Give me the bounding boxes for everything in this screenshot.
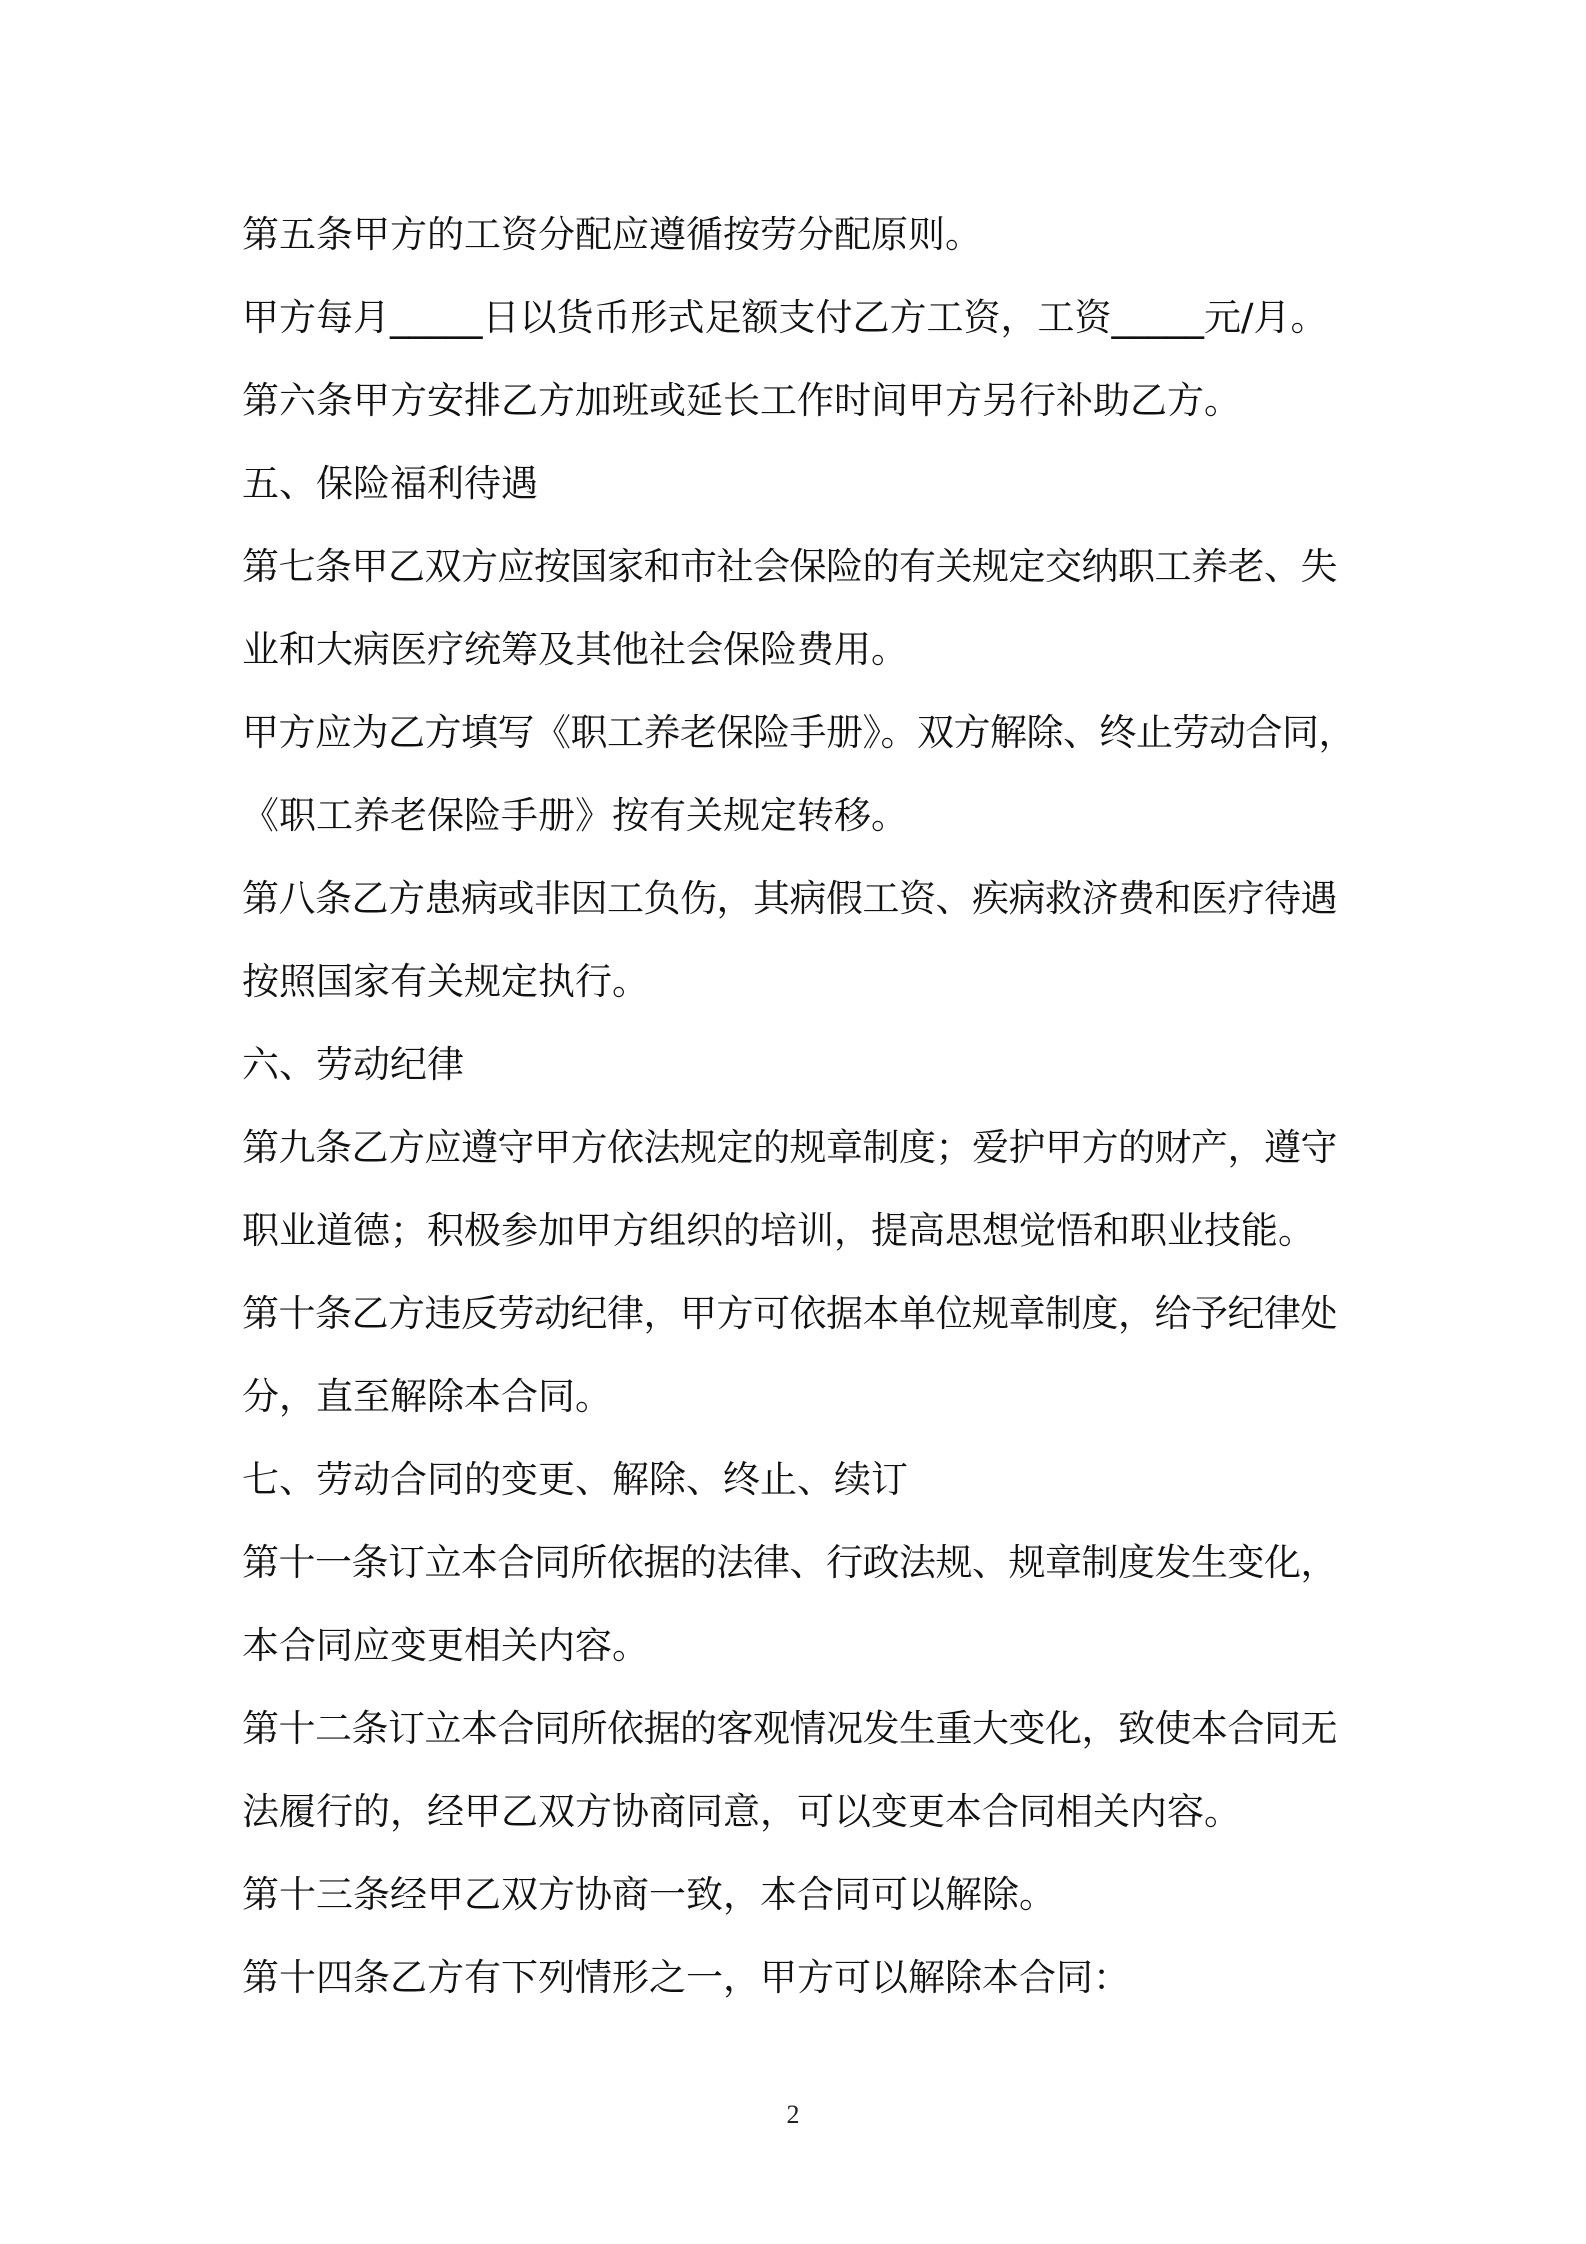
text-line: 第十一条订立本合同所依据的法律、行政法规、规章制度发生变化， <box>242 1541 1337 1584</box>
text-line: 第九条乙方应遵守甲方依法规定的规章制度；爱护甲方的财产，遵守 <box>242 1126 1337 1169</box>
text-line: 第六条甲方安排乙方加班或延长工作时间甲方另行补助乙方。 <box>242 379 1241 422</box>
section-heading: 六、劳动纪律 <box>242 1043 464 1086</box>
text-line: 甲方每月_____日以货币形式足额支付乙方工资，工资_____元/月。 <box>242 296 1328 339</box>
text-line: 第十四条乙方有下列情形之一，甲方可以解除本合同： <box>242 1956 1130 1999</box>
text-line: 第十条乙方违反劳动纪律，甲方可依据本单位规章制度，给予纪律处 <box>242 1292 1337 1335</box>
page-number: 2 <box>786 2100 800 2129</box>
text-line: 第五条甲方的工资分配应遵循按劳分配原则。 <box>242 213 982 256</box>
document-body <box>242 193 1360 2019</box>
text-line: 第七条甲乙双方应按国家和市社会保险的有关规定交纳职工养老、失 <box>242 545 1337 588</box>
text-line: 分，直至解除本合同。 <box>242 1375 612 1418</box>
text-line: 法履行的，经甲乙双方协商同意，可以变更本合同相关内容。 <box>242 1790 1241 1833</box>
text-line: 第十三条经甲乙双方协商一致，本合同可以解除。 <box>242 1873 1056 1916</box>
text-line: 本合同应变更相关内容。 <box>242 1624 649 1667</box>
text-line: 职业道德；积极参加甲方组织的培训，提高思想觉悟和职业技能。 <box>242 1209 1315 1252</box>
text-line: 第八条乙方患病或非因工负伤，其病假工资、疾病救济费和医疗待遇 <box>242 877 1337 920</box>
text-line: 甲方应为乙方填写《职工养老保险手册》。双方解除、终止劳动合同， <box>242 711 1355 754</box>
section-heading: 七、劳动合同的变更、解除、终止、续订 <box>242 1458 908 1501</box>
text-line: 第十二条订立本合同所依据的客观情况发生重大变化，致使本合同无 <box>242 1707 1337 1750</box>
text-line: 按照国家有关规定执行。 <box>242 960 649 1003</box>
text-line: 业和大病医疗统筹及其他社会保险费用。 <box>242 628 908 671</box>
section-heading: 五、保险福利待遇 <box>242 462 538 505</box>
text-line: 《职工养老保险手册》按有关规定转移。 <box>242 794 908 837</box>
